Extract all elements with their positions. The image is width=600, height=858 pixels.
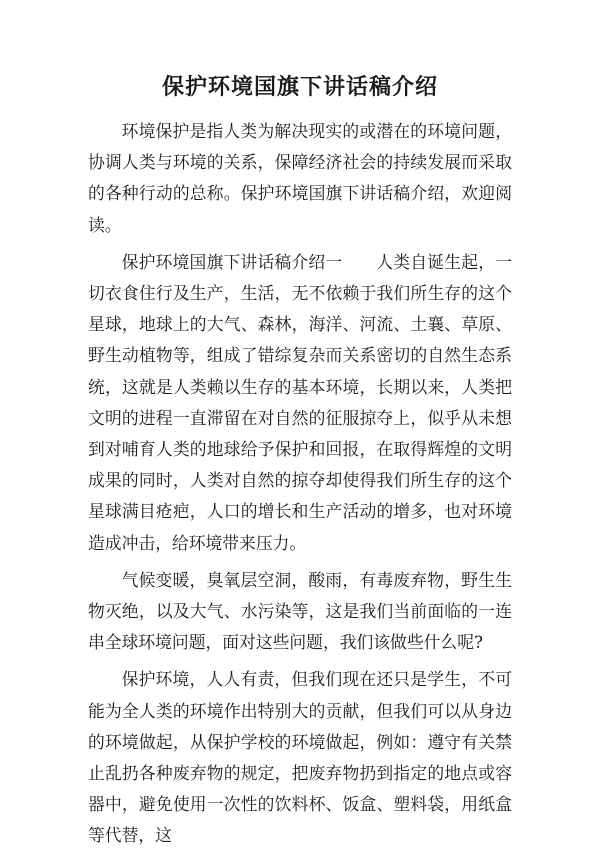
paragraph-intro: 环境保护是指人类为解决现实的或潜在的环境问题，协调人类与环境的关系，保障经济社会的持续发展而采取的各种行动的总称。保护环境国旗下讲话稿介绍，欢迎阅读。 — [88, 121, 512, 235]
paragraph-speech-one: 保护环境国旗下讲话稿介绍一 人类自诞生起，一切衣食住行及生产，生活，无不依赖于我们所生存的这个星球，地球上的大气、森林，海洋、河流、土襄、草原、野生动植物等，组成了错综复杂而关系密切的自然生态系统，这就是人类赖以生存的基本环境，长期以来，人类把文明的进程一直滞留在对自然的征服掠夺上，似乎从未想到对哺育人类的地球给予保护和回报，在取得辉煌的文明成果的同时，人类对自然的掠夺却使得我们所生存的这个星球满目疮疤，人口的增长和生产活动的增多，也对环境造成冲击，给环境带来压力。 — [88, 251, 512, 553]
paragraph-student-actions: 保护环境，人人有责，但我们现在还只是学生，不可能为全人类的环境作出特别大的贡献，但我们可以从身边的环境做起，从保护学校的环境做起，例如：遵守有关禁止乱扔各种废弃物的规定，把废弃物扔到指定的地点或容器中，避免使用一次性的饮料杯、饭盒、塑料袋，用纸盒等代替，这 — [88, 669, 512, 846]
document-body — [88, 116, 512, 858]
page-title: 保护环境国旗下讲话稿介绍 — [161, 74, 438, 100]
paragraph-global-issues: 气候变暖，臭氧层空洞，酸雨，有毒废弃物，野生生物灭绝，以及大气、水污染等，这是我们当前面临的一连串全球环境问题，面对这些问题，我们该做些什么呢? — [88, 569, 512, 653]
